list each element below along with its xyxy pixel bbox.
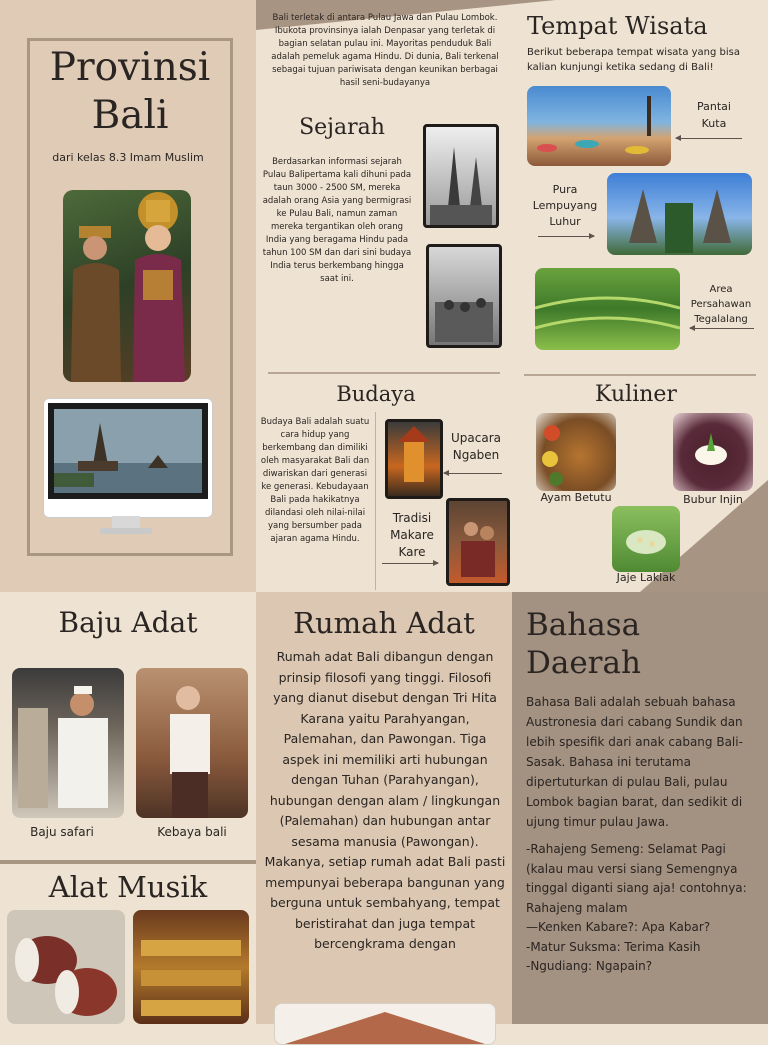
phrase-item: -Rahajeng Semeng: Selamat Pagi (kalau mau versi siang Semengnya tinggal diganti siang aja! contohnya: Rahajeng malam	[526, 842, 747, 915]
monitor-neck	[112, 516, 140, 528]
wisata-label-kuta: Pantai Kuta	[697, 100, 731, 130]
makare-arrow	[382, 563, 438, 564]
ayam-betutu-photo	[536, 413, 616, 491]
title-line-2: Bali	[91, 93, 169, 138]
kuliner-label-bubur: Bubur Injin	[683, 493, 743, 506]
rumah-text: Rumah adat Bali dibangun dengan prinsip filosofi yang tinggi. Filosofi yang dianut disebut dengan Tri Hita Karana yaitu Parahyangan, Palemahan, dan Pawongan. Tiga aspek ini memiliki arti hubungan dengan Tuhan (Parahyangan), hubungan dengan alam / lingkungan (Palemahan) dan hubungan antar sesama manusia (Pawongan). Makanya, setiap rumah adat Bali pasti mempunyai beberapa bangunan yang berguna untuk sembahyang, tempat beristirahat dan juga tempat bercengkrama dengan	[264, 649, 506, 951]
budaya-label-makare: Tradisi Makare Kare	[390, 511, 434, 559]
rumah-heading: Rumah Adat	[293, 606, 475, 640]
page-title	[30, 44, 230, 140]
ngaben-photo	[385, 419, 443, 499]
gamelan-photo	[133, 910, 249, 1024]
kuta-arrow	[676, 138, 742, 139]
baju-divider	[0, 860, 256, 864]
sejarah-text: Berdasarkan informasi sejarah Pulau Balipertama kali dihuni pada taun 3000 - 2500 SM, mereka adalah orang Asia yang bermigrasi ke Pulau Bali, namun zaman mereka tergantikan oleh orang India yang beragama Hindu pada tahun 100 SM dan dari sini budaya India terus berkembang hingga saat ini.	[262, 157, 412, 284]
kuta-photo	[527, 86, 671, 166]
monitor-stand	[100, 528, 152, 534]
wisata-heading: Tempat Wisata	[527, 12, 708, 40]
jaje-laklak-photo	[612, 506, 680, 572]
crowd-bw-photo	[426, 244, 502, 348]
musik-heading: Alat Musik	[48, 870, 208, 904]
kuliner-label-ayam: Ayam Betutu	[540, 491, 612, 504]
tegalalang-photo	[535, 268, 680, 350]
kebaya-photo	[136, 668, 248, 818]
wisata-divider	[524, 374, 756, 376]
bahasa-heading-line-1: Bahasa	[526, 607, 641, 643]
intro-text: Bali terletak di antara Pulau Jawa dan Pulau Lombok. Ibukota provinsinya ialah Denpasar yang terletak di bagian selatan pulau ini. Mayoritas penduduk Bali adalah pemeluk agama Hindu. Di dunia, Bali terkenal sebagai tujuan pariwisata dengan keunikan berbagai hasil seni-budayanya	[271, 13, 499, 88]
sejarah-heading: Sejarah	[299, 115, 385, 140]
rumah-photo	[274, 1003, 496, 1045]
title-line-1: Provinsi	[49, 45, 211, 90]
wisata-label-tegalalang: Area Persahawan Tegalalang	[690, 284, 752, 325]
baju-heading: Baju Adat	[58, 606, 198, 639]
monitor-frame	[43, 398, 213, 518]
budaya-text: Budaya Bali adalah suatu cara hidup yang berkembang dan dimiliki oleh masyarakat Bali dan diwariskan dari generasi ke generasi. Kebudayaan Bali pada hakikatnya dilandasi oleh nilai-nilai yang bersumber pada ajaran agama Hindu.	[260, 417, 370, 544]
phrase-item: —Kenken Kabare?: Apa Kabar?	[526, 920, 711, 934]
page-subtitle: dari kelas 8.3 Imam Muslim	[52, 151, 204, 164]
bahasa-heading-line-2: Daerah	[526, 645, 641, 681]
sejarah-divider	[268, 372, 500, 374]
baju-label-safari: Baju safari	[30, 825, 94, 839]
couple-photo	[63, 190, 191, 382]
budaya-vline	[375, 412, 376, 590]
baju-label-kebaya: Kebaya bali	[157, 825, 227, 839]
kuliner-heading: Kuliner	[595, 382, 677, 407]
monitor-screen	[48, 403, 208, 499]
budaya-label-ngaben: Upacara Ngaben	[451, 431, 501, 462]
bahasa-heading	[526, 606, 766, 682]
budaya-heading: Budaya	[336, 382, 416, 406]
wisata-intro: Berikut beberapa tempat wisata yang bisa kalian kunjungi ketika sedang di Bali!	[527, 47, 741, 73]
lempuyang-photo	[607, 173, 752, 255]
temple-bw-photo	[423, 124, 499, 228]
phrase-item: -Matur Suksma: Terima Kasih	[526, 939, 701, 954]
makare-photo	[446, 498, 510, 586]
kendang-photo	[7, 910, 125, 1024]
wisata-label-lempuyang: Pura Lempuyang Luhur	[532, 183, 598, 228]
kuliner-label-jaje: Jaje Laklak	[616, 571, 676, 584]
baju-safari-photo	[12, 668, 124, 818]
bahasa-phrases	[526, 840, 762, 977]
phrase-item: -Ngudiang: Ngapain?	[526, 959, 653, 973]
tegalalang-arrow	[690, 328, 754, 329]
lempuyang-arrow	[538, 236, 594, 237]
bahasa-text: Bahasa Bali adalah sebuah bahasa Austronesia dari cabang Sundik dan lebih spesifik dari anak cabang Bali-Sasak. Bahasa ini terutama dipertuturkan di pulau Bali, pulau Lombok bagian barat, dan sedikit di ujung timur pulau Jawa.	[526, 695, 743, 829]
ngaben-arrow	[444, 473, 502, 474]
bubur-injin-photo	[673, 413, 753, 491]
